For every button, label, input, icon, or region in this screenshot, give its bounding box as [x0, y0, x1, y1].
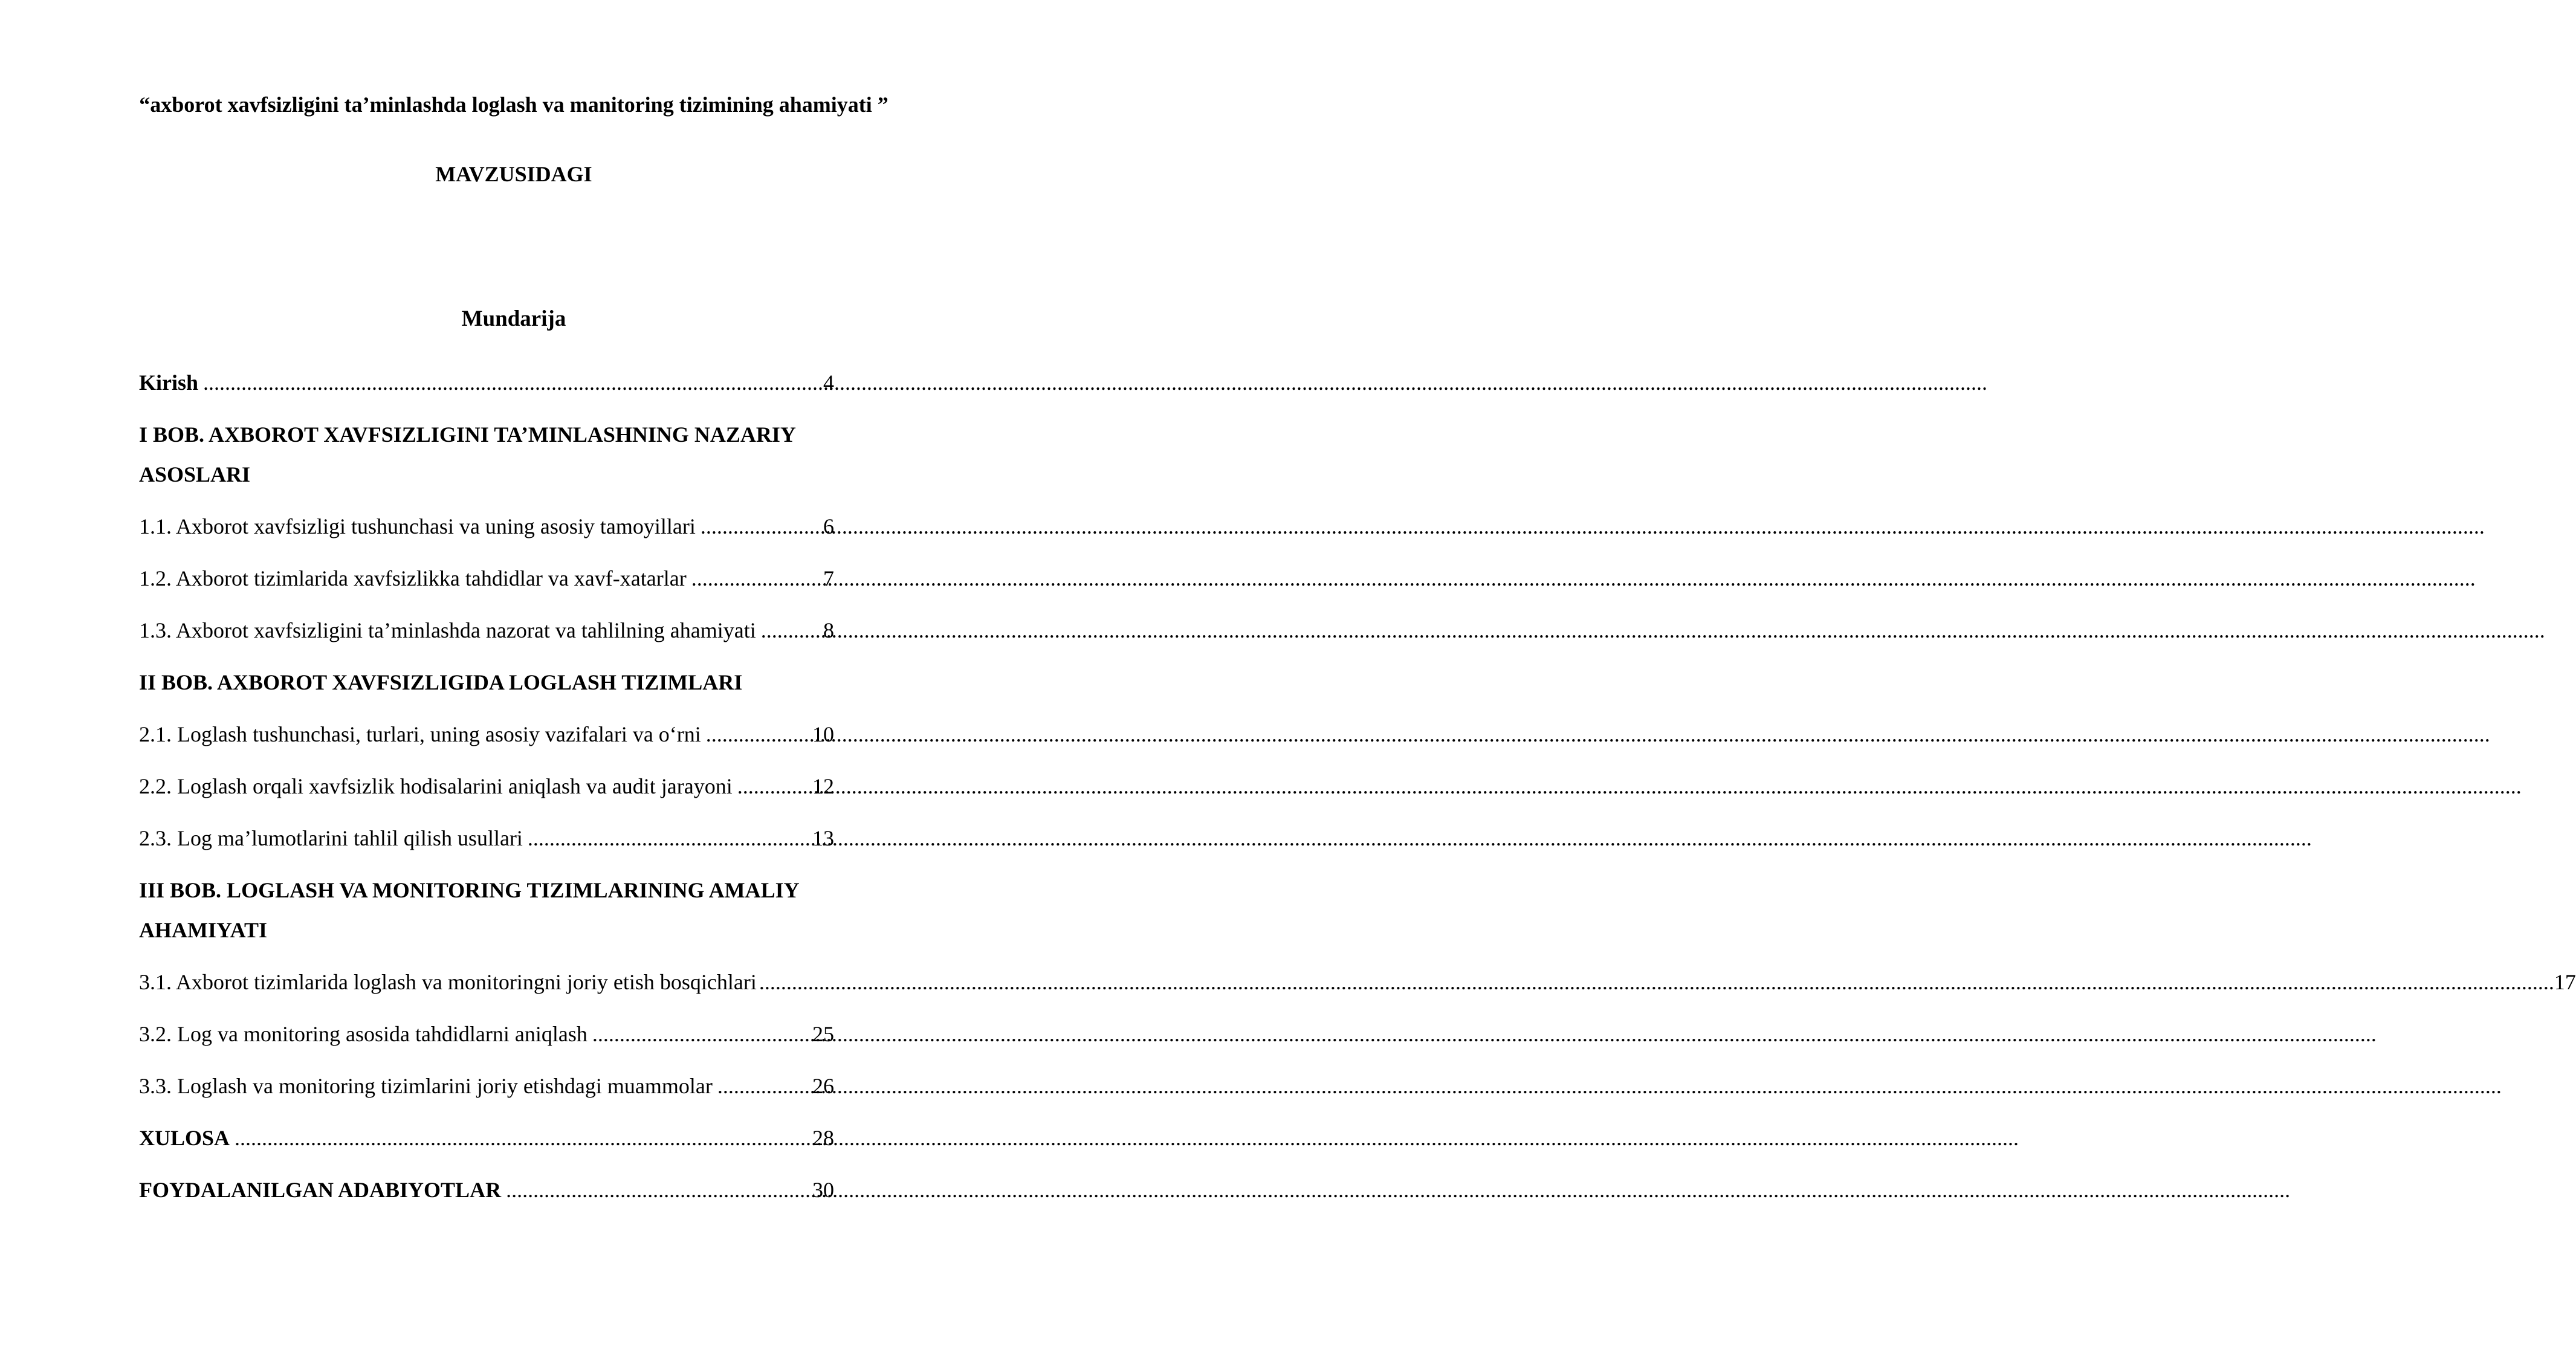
toc-entry-3-3[interactable] — [139, 1066, 834, 1106]
toc-entry-2-1[interactable] — [139, 714, 834, 754]
toc-chapter-1-line-1[interactable] — [139, 415, 834, 454]
toc-entry-label: 2.1. Loglash tushunchasi, turlari, uning asosiy vazifalari va o‘rni — [139, 722, 701, 746]
toc-chapter-3-line-2[interactable] — [139, 910, 834, 950]
toc-leader-dots — [701, 506, 818, 546]
toc-heading: Mundarija — [461, 306, 566, 331]
toc-entry-label: FOYDALANILGAN ADABIYOTLAR — [139, 1178, 502, 1202]
toc-entry-kirish[interactable] — [139, 363, 834, 402]
toc-entry-2-3[interactable] — [139, 818, 834, 858]
toc-leader-dots — [506, 1170, 807, 1210]
toc-entry-1-1[interactable] — [139, 506, 834, 546]
toc-page-number: 12 — [812, 774, 834, 798]
toc-leader-dots — [235, 1118, 807, 1158]
toc-entry-1-2[interactable] — [139, 558, 834, 598]
toc-entry-1-3[interactable] — [139, 610, 834, 650]
toc-entry-label: 1.1. Axborot xavfsizligi tushunchasi va uning asosiy tamoyillari — [139, 514, 696, 538]
toc-leader-dots — [203, 363, 818, 402]
toc-chapter-label: ASOSLARI — [139, 462, 251, 486]
toc-page-number: 30 — [812, 1178, 834, 1202]
toc-page-number: 8 — [823, 618, 834, 642]
toc-leader-dots — [528, 818, 807, 858]
toc-entry-label: 2.3. Log ma’lumotlarini tahlil qilish usullari — [139, 826, 523, 850]
toc-entry-label: 1.3. Axborot xavfsizligini ta’minlashda nazorat va tahlilning ahamiyati — [139, 618, 756, 642]
toc-entry-xulosa[interactable] — [139, 1118, 834, 1158]
toc-page-number: 28 — [812, 1126, 834, 1150]
toc-chapter-3-line-1[interactable] — [139, 870, 834, 910]
toc-entry-label: 3.3. Loglash va monitoring tizimlarini joriy etishdagi muammolar — [139, 1074, 713, 1098]
toc-chapter-label: II BOB. AXBOROT XAVFSIZLIGIDA LOGLASH TIZIMLARI — [139, 670, 743, 694]
toc-entry-label: 3.1. Axborot tizimlarida loglash va monitoringni joriy etish bosqichlari — [139, 970, 757, 994]
toc-page-number: 25 — [812, 1022, 834, 1046]
toc-page-number: 4 — [823, 370, 834, 395]
toc-chapter-label: AHAMIYATI — [139, 918, 268, 942]
toc-page-number: 13 — [812, 826, 834, 850]
toc-page-number: 6 — [823, 514, 834, 538]
document-title: “axborot xavfsizligini ta’minlashda loglash va manitoring tizimining ahamiyati ” — [139, 92, 888, 117]
toc-entry-2-2[interactable] — [139, 766, 834, 806]
toc-leader-dots — [761, 610, 821, 650]
toc-leader-dots — [592, 1014, 807, 1054]
toc-chapter-label: I BOB. AXBOROT XAVFSIZLIGINI TA’MINLASHNING NAZARIY — [139, 422, 796, 447]
toc-entry-label: XULOSA — [139, 1126, 230, 1150]
toc-chapter-label: III BOB. LOGLASH VA MONITORING TIZIMLARINING AMALIY — [139, 878, 800, 902]
toc-entry-label: 2.2. Loglash orqali xavfsizlik hodisalarini aniqlash va audit jarayoni — [139, 774, 733, 798]
toc-entry-adabiyotlar[interactable] — [139, 1170, 834, 1210]
toc-entry-3-1[interactable] — [139, 962, 2576, 1002]
toc-entry-label: 1.2. Axborot tizimlarida xavfsizlikka tahdidlar va xavf-xatarlar — [139, 566, 687, 590]
document-subtitle: MAVZUSIDAGI — [435, 162, 592, 186]
toc-leader-dots — [737, 766, 810, 806]
toc-leader-dots — [717, 1066, 807, 1106]
toc-chapter-2[interactable] — [139, 662, 834, 702]
toc-leader-dots: .. ..... — [759, 962, 2554, 1002]
toc-leader-dots — [691, 558, 818, 598]
toc-entry-3-2[interactable] — [139, 1014, 834, 1054]
toc-entry-label: Kirish — [139, 370, 199, 395]
toc-page-number: 17 — [2554, 970, 2576, 994]
toc-page-number: 26 — [812, 1074, 834, 1098]
toc-chapter-1-line-2[interactable] — [139, 454, 834, 494]
toc-page-number: 7 — [823, 566, 834, 590]
toc-entry-label: 3.2. Log va monitoring asosida tahdidlarni aniqlash — [139, 1022, 587, 1046]
toc-leader-dots — [706, 714, 807, 754]
toc-page-number: 10 — [812, 722, 834, 746]
